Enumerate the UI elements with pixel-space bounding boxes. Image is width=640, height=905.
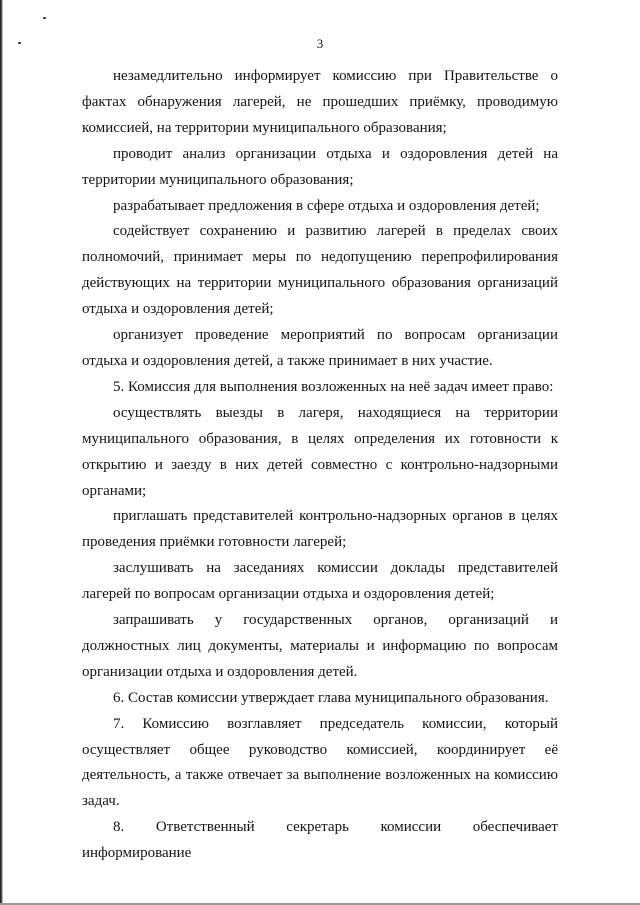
paragraph: запрашивать у государственных органов, организаций и должностных лиц документы, материалы и информацию по вопросам организации отдыха и оздоровления детей. [82,612,558,680]
paragraph: осуществлять выезды в лагеря, находящиеся на территории муниципального образования, в целях определения их готовности к открытию и заезду в них детей совместно с контрольно-надзорными органами; [82,404,558,499]
paragraph: проводит анализ организации отдыха и оздоровления детей на территории муниципального образования; [82,145,558,188]
paragraph: организует проведение мероприятий по вопросам организации отдыха и оздоровления детей, а также принимает в них участие. [82,327,558,369]
paragraph: 5. Комиссия для выполнения возложенных на неё задач имеет право: [113,378,554,395]
paragraph: приглашать представителей контрольно-надзорных органов в целях проведения приёмки готовности лагерей; [82,508,558,551]
paragraph: заслушивать на заседаниях комиссии доклады представителей лагерей по вопросам организации отдыха и оздоровления детей; [82,560,558,603]
paragraph: 8. Ответственный секретарь комиссии обеспечивает информирование [82,819,558,862]
paragraph: разрабатывает предложения в сфере отдыха и оздоровления детей; [113,197,540,214]
scan-speck [43,17,46,19]
scan-left-edge [0,0,3,905]
paragraph: содействует сохранению и развитию лагерей в пределах своих полномочий, принимает меры по недопущению перепрофилирования действующих на территории муниципального образования организаций отдыха и оздоровления детей; [82,223,558,318]
paragraph: 7. Комиссию возглавляет председатель комиссии, который осуществляет общее руководство комиссией, координирует её деятельность, а также отвечает за выполнение возложенных на комиссию задач. [82,715,558,810]
document-body [82,64,558,867]
paragraph: незамедлительно информирует комиссию при Правительстве о фактах обнаружения лагерей, не прошедших приёмку, проводимую комиссией, на территории муниципального образования; [82,68,558,136]
page-number: 3 [316,36,324,51]
paragraph: 6. Состав комиссии утверждает глава муниципального образования. [113,689,549,706]
